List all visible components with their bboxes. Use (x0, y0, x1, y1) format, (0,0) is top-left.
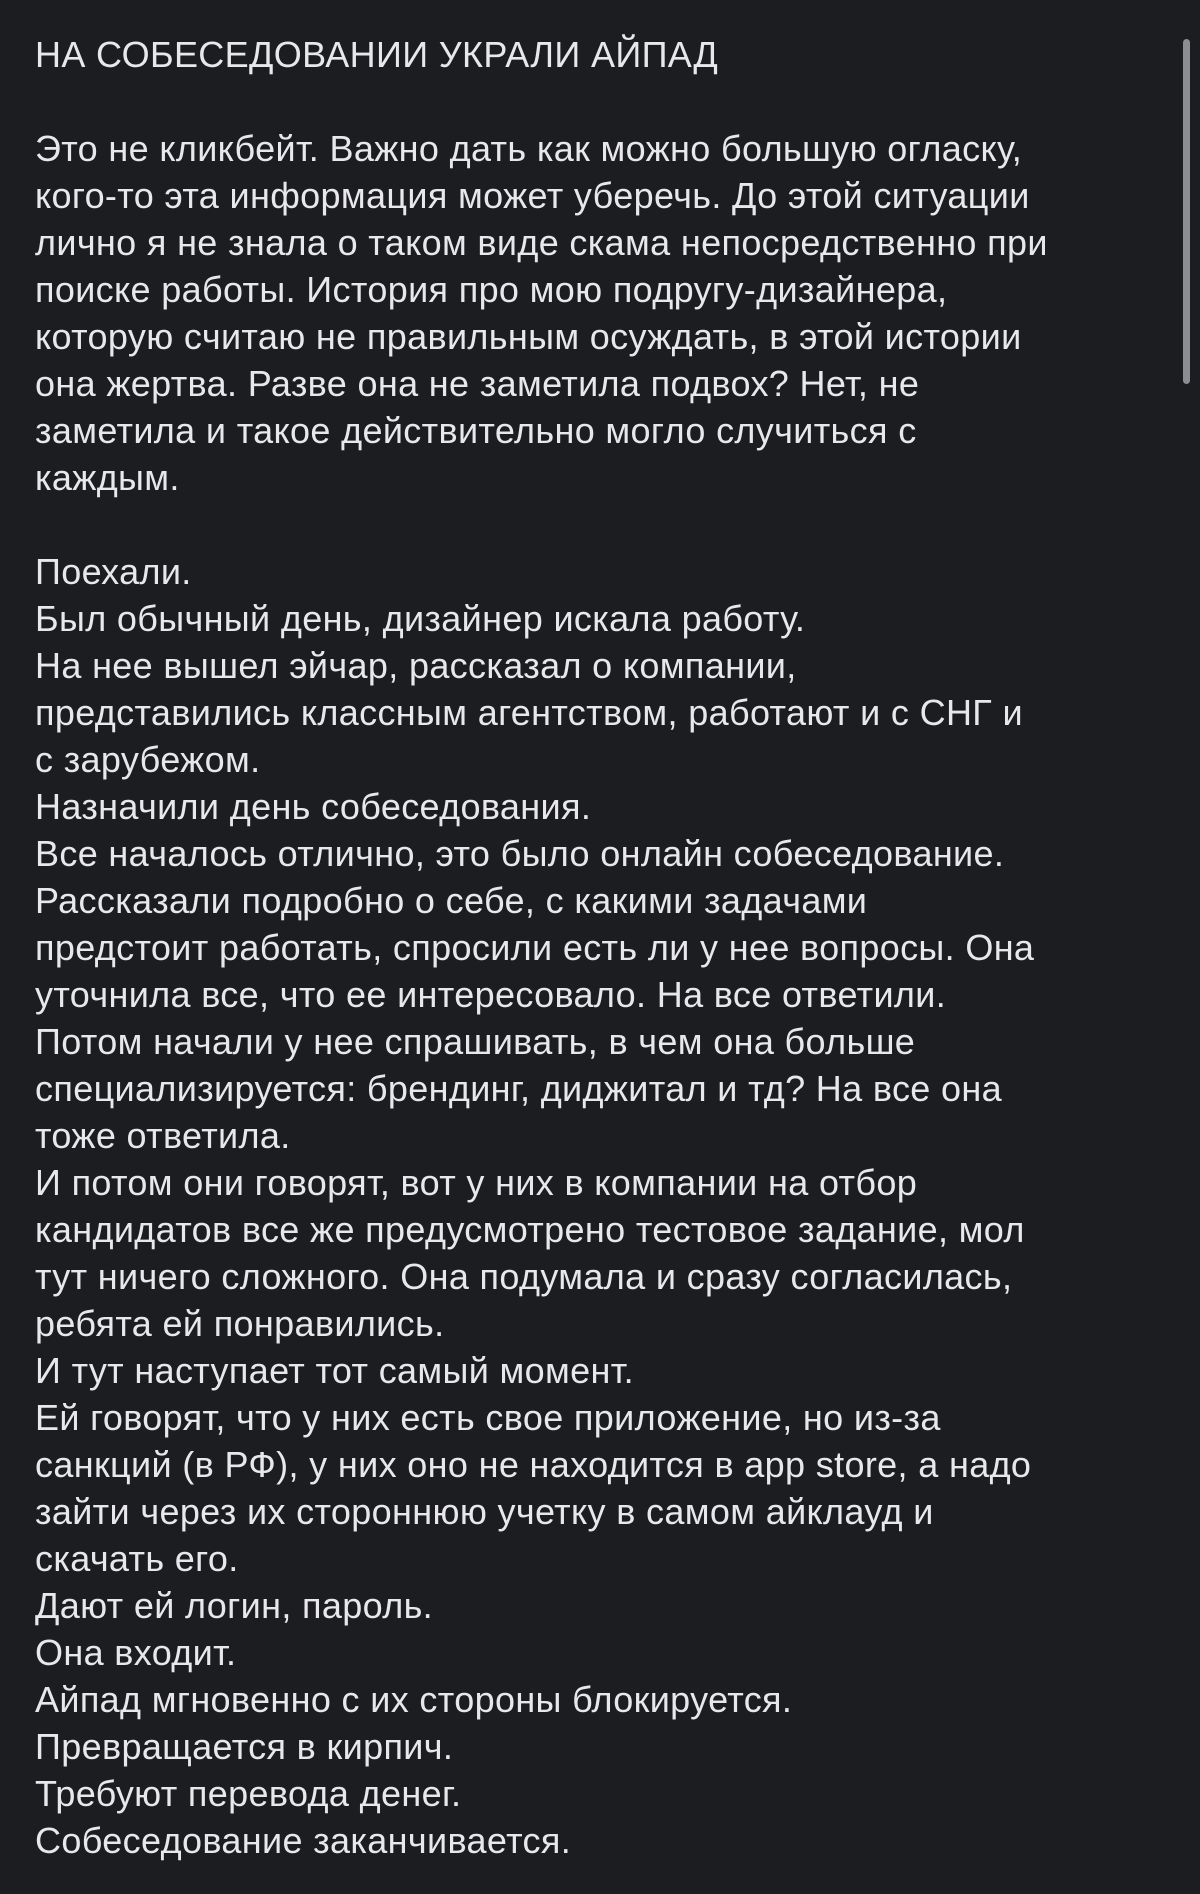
story-line: ребята ей понравились. (35, 1303, 445, 1344)
story-line: предстоит работать, спросили есть ли у нее вопросы. Она (35, 927, 1035, 968)
story-line: скачать его. (35, 1538, 239, 1579)
blank-line (35, 78, 1175, 125)
story-line: Рассказали подробно о себе, с какими задачами (35, 880, 868, 921)
story-line: зайти через их стороннюю учетку в самом айклауд и (35, 1491, 934, 1532)
story-line: тут ничего сложного. Она подумала и сразу согласилась, (35, 1256, 1013, 1297)
vertical-scrollbar-thumb[interactable] (1183, 39, 1190, 384)
story-line: Все началось отлично, это было онлайн собеседование. (35, 833, 1005, 874)
story-line: тоже ответила. (35, 1115, 291, 1156)
note-title: НА СОБЕСЕДОВАНИИ УКРАЛИ АЙПАД (35, 34, 719, 75)
story-line: специализируется: брендинг, диджитал и тд? На все она (35, 1068, 1002, 1109)
story-line: Потом начали у нее спрашивать, в чем она больше (35, 1021, 916, 1062)
story-line: Назначили день собеседования. (35, 786, 592, 827)
story-line: Превращается в кирпич. (35, 1726, 454, 1767)
intro-line: поиске работы. История про мою подругу-дизайнера, (35, 269, 948, 310)
note-text-body[interactable] (35, 31, 1175, 1864)
story-line: Требуют перевода денег. (35, 1773, 462, 1814)
story-line: уточнила все, что ее интересовало. На все ответили. (35, 974, 947, 1015)
story-line: Ей говорят, что у них есть свое приложение, но из-за (35, 1397, 941, 1438)
intro-line: она жертва. Разве она не заметила подвох? Нет, не (35, 363, 920, 404)
story-line: На нее вышел эйчар, рассказал о компании, (35, 645, 797, 686)
intro-line: Это не кликбейт. Важно дать как можно большую огласку, (35, 128, 1023, 169)
story-line: санкций (в РФ), у них оно не находится в app store, а надо (35, 1444, 1032, 1485)
intro-line: лично я не знала о таком виде скама непосредственно при (35, 222, 1048, 263)
intro-line: каждым. (35, 457, 180, 498)
story-line: кандидатов все же предусмотрено тестовое задание, мол (35, 1209, 1025, 1250)
blank-line (35, 501, 1175, 548)
story-line: И тут наступает тот самый момент. (35, 1350, 634, 1391)
story-line: Она входит. (35, 1632, 237, 1673)
story-line: И потом они говорят, вот у них в компании на отбор (35, 1162, 918, 1203)
story-line: Поехали. (35, 551, 192, 592)
intro-line: кого-то эта информация может уберечь. До этой ситуации (35, 175, 1030, 216)
story-line: представились классным агентством, работают и с СНГ и (35, 692, 1023, 733)
story-line: Был обычный день, дизайнер искала работу. (35, 598, 806, 639)
intro-line: заметила и такое действительно могло случиться с (35, 410, 917, 451)
story-line: Дают ей логин, пароль. (35, 1585, 434, 1626)
story-line: Собеседование заканчивается. (35, 1820, 572, 1861)
story-line: Айпад мгновенно с их стороны блокируется. (35, 1679, 793, 1720)
intro-line: которую считаю не правильным осуждать, в этой истории (35, 316, 1022, 357)
story-line: с зарубежом. (35, 739, 261, 780)
